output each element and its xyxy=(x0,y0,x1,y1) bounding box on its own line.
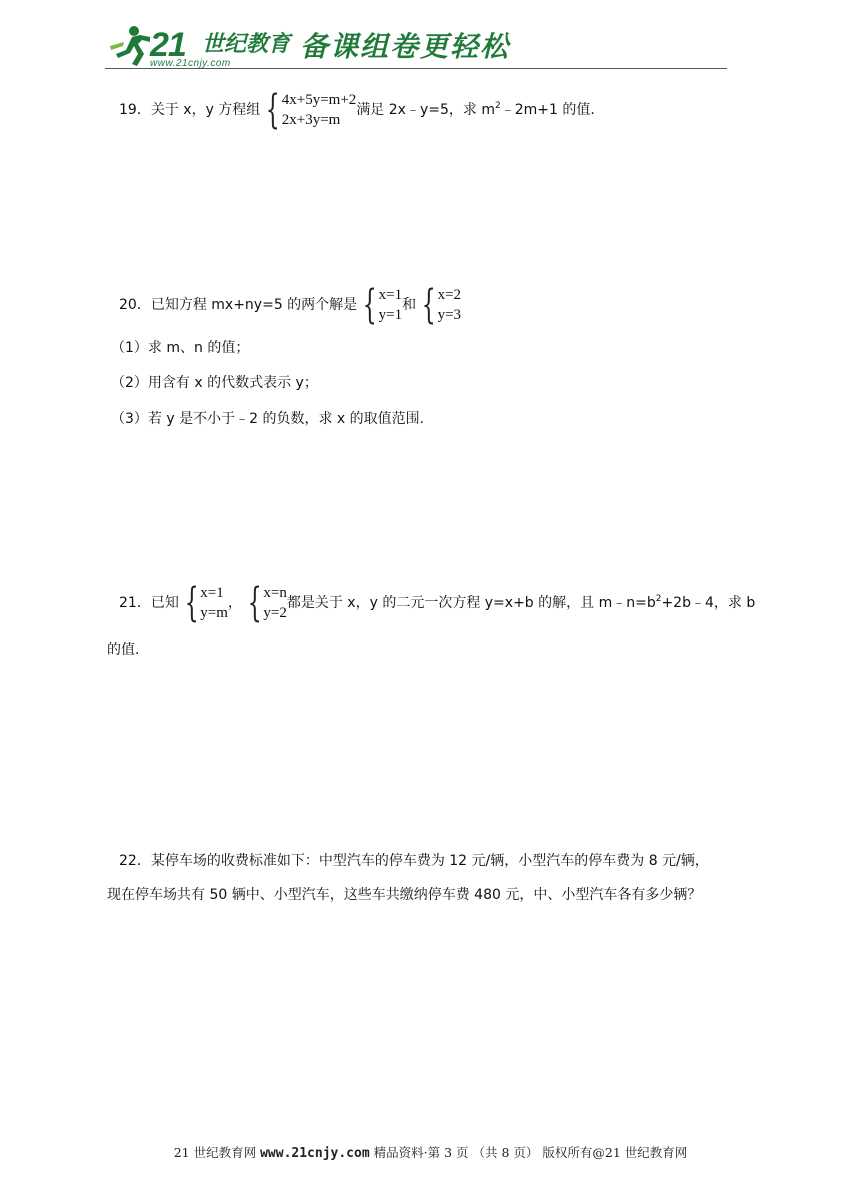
brace-icon: { xyxy=(421,282,436,328)
problem-19 xyxy=(119,87,595,133)
solution-y: y=3 xyxy=(437,307,462,323)
solution-1 xyxy=(357,282,403,328)
problem-text: 和 xyxy=(402,297,417,313)
brace-icon: { xyxy=(266,87,281,133)
problem-number: 20． xyxy=(119,297,151,313)
logo-text: 世纪教育 xyxy=(202,32,291,57)
brace-icon: { xyxy=(184,580,199,626)
solution-y: y=2 xyxy=(263,605,287,621)
page-footer xyxy=(0,1143,861,1161)
problem-text: 已知方程 mx+ny=5 的两个解是 xyxy=(150,297,358,313)
page-header xyxy=(0,0,861,80)
problem-21-line-2: 的值. xyxy=(107,642,140,658)
footer-url[interactable]: www.21cnjy.com xyxy=(260,1146,370,1161)
problem-text: 关于 x，y 方程组 xyxy=(150,102,261,118)
exponent: 2 xyxy=(655,594,662,604)
solution-x: x=1 xyxy=(378,287,403,303)
equation-system xyxy=(260,87,357,133)
problem-22-line-1: 22．某停车场的收费标准如下：中型汽车的停车费为 12 元/辆，小型汽车的停车费为 8 元/辆， xyxy=(119,853,709,869)
solution-1 xyxy=(179,580,228,626)
footer-site: 21 世纪教育网 xyxy=(173,1145,261,1160)
problem-20-part-1: （1）求 m、n 的值； xyxy=(111,340,250,356)
brace-icon: { xyxy=(247,580,262,626)
problem-number: 21． xyxy=(119,595,151,611)
equation-2: 2x+3y=m xyxy=(281,112,341,128)
problem-number: 19． xyxy=(119,102,151,118)
runner-logo-icon xyxy=(108,24,152,68)
solution-2 xyxy=(242,580,287,626)
equation-1: 4x+5y=m+2 xyxy=(281,92,357,108)
problem-text: +2b﹣4，求 b xyxy=(661,595,756,611)
problem-21 xyxy=(119,580,756,626)
problem-text: 满足 2x﹣y=5，求 m xyxy=(356,102,495,118)
header-rule xyxy=(105,68,727,69)
problem-text: 已知 xyxy=(150,595,179,611)
problem-text: ﹣2m+1 的值. xyxy=(500,102,595,118)
logo-number: 21 xyxy=(150,26,186,64)
solution-x: x=1 xyxy=(200,585,224,601)
problem-20-part-2: （2）用含有 x 的代数式表示 y； xyxy=(111,375,318,391)
problem-22-line-2: 现在停车场共有 50 辆中、小型汽车，这些车共缴纳停车费 480 元，中、小型汽车各有多少辆？ xyxy=(107,887,702,903)
header-slogan: 备课组卷更轻松 xyxy=(300,30,511,63)
problem-text: 都是关于 x，y 的二元一次方程 y=x+b 的解，且 m﹣n=b xyxy=(286,595,656,611)
problem-20-part-3: （3）若 y 是不小于﹣2 的负数，求 x 的取值范围. xyxy=(111,411,425,427)
solution-y: y=m xyxy=(200,605,228,621)
solution-y: y=1 xyxy=(378,307,403,323)
exponent: 2 xyxy=(494,101,501,111)
solution-x: x=n xyxy=(263,585,287,601)
problem-text: ， xyxy=(227,595,242,611)
solution-x: x=2 xyxy=(437,287,462,303)
problem-20 xyxy=(119,282,462,328)
logo-url: www.21cnjy.com xyxy=(150,58,231,69)
solution-2 xyxy=(416,282,462,328)
brace-icon: { xyxy=(362,282,377,328)
footer-page-info: 精品资料·第 3 页 （共 8 页） 版权所有@21 世纪教育网 xyxy=(369,1145,688,1160)
